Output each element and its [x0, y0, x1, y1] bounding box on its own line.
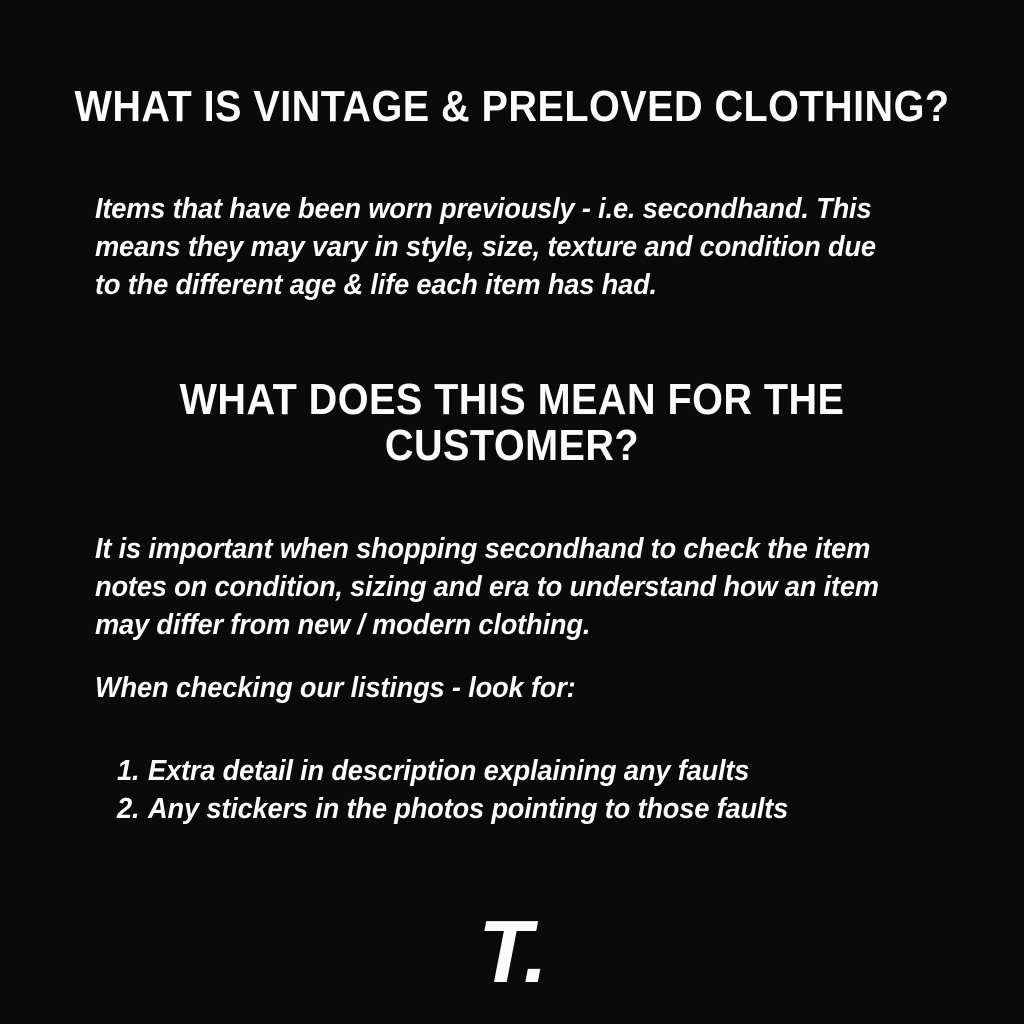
checklist-item — [117, 790, 788, 828]
page-title: WHAT IS VINTAGE & PRELOVED CLOTHING? — [74, 82, 950, 131]
customer-paragraph-line: notes on condition, sizing and era to understand how an item — [95, 571, 879, 603]
checklist-item-number: 1. — [117, 755, 140, 787]
checklist-item — [117, 752, 788, 790]
customer-paragraph-line: It is important when shopping secondhand to check the item — [95, 533, 871, 565]
customer-paragraph — [95, 530, 879, 644]
section-heading-line: WHAT DOES THIS MEAN FOR THE — [179, 375, 845, 424]
intro-paragraph-line: Items that have been worn previously - i.e. secondhand. This — [95, 193, 872, 225]
section-heading-line: CUSTOMER? — [384, 421, 640, 470]
intro-paragraph-line: to the different age & life each item has had. — [95, 269, 657, 301]
section-heading-customer — [51, 377, 973, 469]
listings-note: When checking our listings - look for: — [95, 672, 576, 704]
intro-paragraph — [95, 190, 876, 304]
brand-logo: T. — [478, 902, 546, 1001]
customer-paragraph-line: may differ from new / modern clothing. — [95, 609, 591, 641]
checklist-item-text: Any stickers in the photos pointing to those faults — [148, 793, 789, 825]
checklist-item-number: 2. — [117, 793, 140, 825]
intro-paragraph-line: means they may vary in style, size, texture and condition due — [95, 231, 876, 263]
fault-checklist — [117, 752, 788, 828]
checklist-item-text: Extra detail in description explaining any faults — [148, 755, 750, 787]
